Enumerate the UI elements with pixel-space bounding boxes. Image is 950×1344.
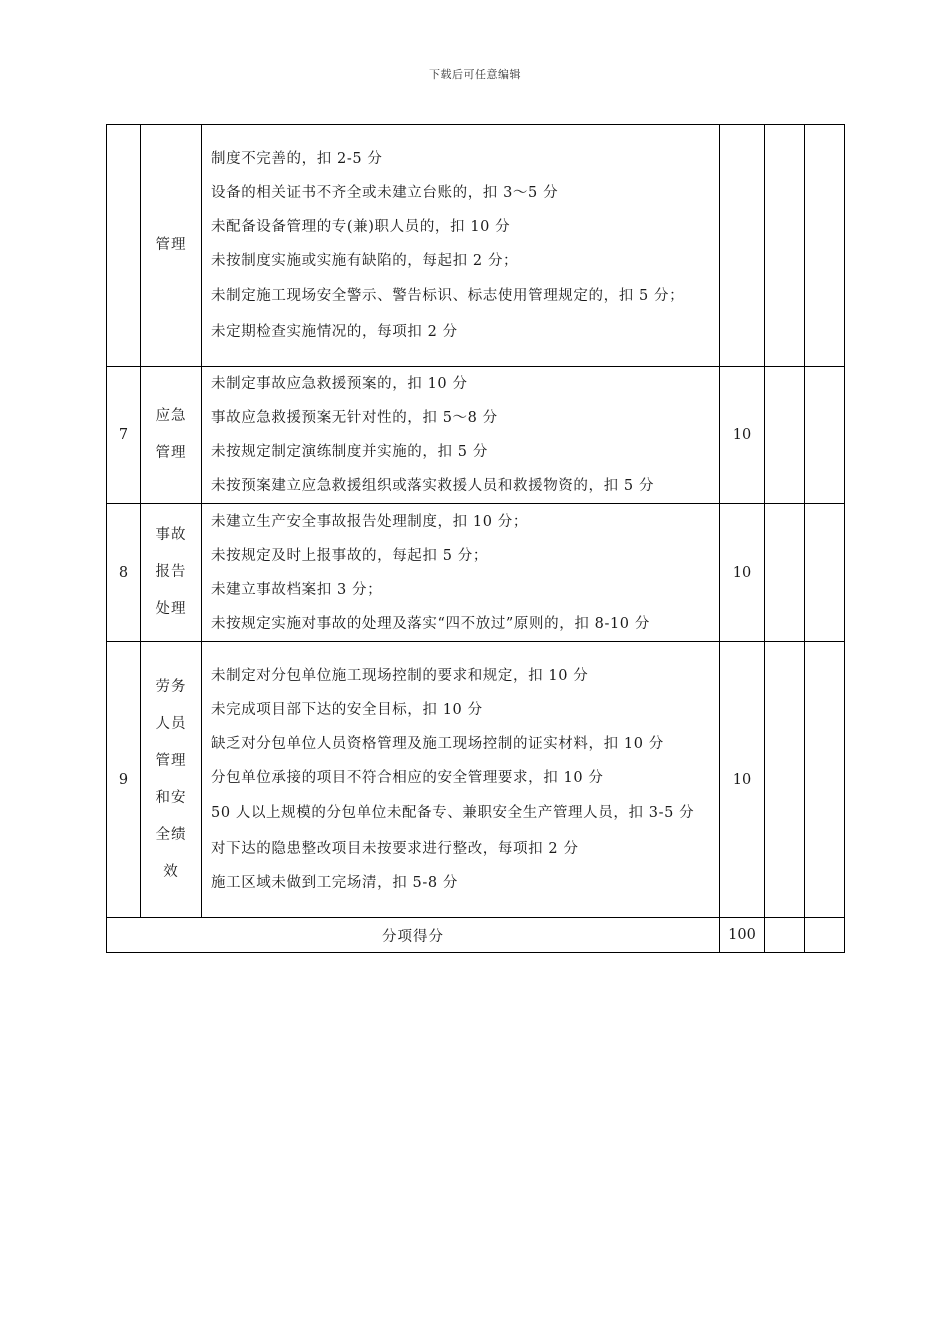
category-line: 报告 bbox=[155, 564, 187, 580]
category-line: 管理 bbox=[155, 237, 187, 253]
total-score: 100 bbox=[720, 918, 765, 953]
row-criteria bbox=[202, 125, 720, 367]
total-label: 分项得分 bbox=[107, 918, 720, 953]
table-row bbox=[107, 504, 845, 642]
table-row bbox=[107, 125, 845, 367]
criteria-item: 未制定施工现场安全警示、警告标识、标志使用管理规定的，扣 5 分； bbox=[211, 288, 685, 304]
row-criteria bbox=[202, 367, 720, 504]
row-number: 9 bbox=[107, 642, 141, 918]
criteria-item: 制度不完善的，扣 2-5 分 bbox=[211, 151, 383, 167]
row-category bbox=[141, 642, 202, 918]
criteria-item: 未制定对分包单位施工现场控制的要求和规定，扣 10 分 bbox=[211, 668, 589, 684]
category-line: 人员 bbox=[155, 715, 187, 732]
row-number: 7 bbox=[107, 367, 141, 504]
criteria-item: 未按预案建立应急救援组织或落实救援人员和救援物资的，扣 5 分 bbox=[211, 478, 655, 494]
deduction-cell bbox=[765, 125, 805, 367]
criteria-item: 设备的相关证书不齐全或未建立台账的，扣 3～5 分 bbox=[211, 185, 559, 201]
criteria-item: 50 人以上规模的分包单位未配备专、兼职安全生产管理人员，扣 3-5 分 bbox=[211, 805, 695, 821]
deduction-cell bbox=[765, 918, 805, 953]
criteria-item: 未按规定制定演练制度并实施的，扣 5 分 bbox=[211, 444, 488, 460]
criteria-item: 未完成项目部下达的安全目标，扣 10 分 bbox=[211, 702, 483, 718]
category-line: 处理 bbox=[155, 601, 187, 617]
total-row bbox=[107, 918, 845, 953]
table-row bbox=[107, 642, 845, 918]
deduction-cell bbox=[765, 367, 805, 504]
table-row bbox=[107, 367, 845, 504]
criteria-item: 未建立生产安全事故报告处理制度，扣 10 分； bbox=[211, 513, 528, 530]
header-note: 下载后可任意编辑 bbox=[429, 68, 521, 81]
deduction-cell bbox=[765, 504, 805, 642]
row-number: 8 bbox=[107, 504, 141, 642]
row-score: 10 bbox=[720, 504, 765, 642]
actual-score-cell bbox=[805, 367, 845, 504]
criteria-item: 缺乏对分包单位人员资格管理及施工现场控制的证实材料，扣 10 分 bbox=[211, 736, 664, 752]
row-score: 10 bbox=[720, 642, 765, 918]
category-line: 管理 bbox=[155, 445, 187, 461]
category-line: 管理 bbox=[155, 752, 187, 769]
criteria-item: 未制定事故应急救援预案的，扣 10 分 bbox=[211, 376, 468, 392]
actual-score-cell bbox=[805, 642, 845, 918]
row-category bbox=[141, 367, 202, 504]
row-category bbox=[141, 504, 202, 642]
criteria-item: 未建立事故档案扣 3 分； bbox=[211, 581, 383, 598]
criteria-item: 施工区域未做到工完场清，扣 5-8 分 bbox=[211, 875, 458, 891]
criteria-item: 事故应急救援预案无针对性的，扣 5～8 分 bbox=[211, 410, 498, 426]
row-criteria bbox=[202, 504, 720, 642]
row-criteria bbox=[202, 642, 720, 918]
category-line: 和安 bbox=[155, 789, 187, 806]
actual-score-cell bbox=[805, 504, 845, 642]
row-category bbox=[141, 125, 202, 367]
criteria-item: 未按规定实施对事故的处理及落实“四不放过”原则的，扣 8-10 分 bbox=[211, 615, 650, 632]
scoring-table bbox=[106, 124, 845, 953]
criteria-item: 未定期检查实施情况的，每项扣 2 分 bbox=[211, 324, 458, 340]
category-line: 应急 bbox=[155, 408, 187, 424]
deduction-cell bbox=[765, 642, 805, 918]
criteria-item: 未按规定及时上报事故的，每起扣 5 分； bbox=[211, 547, 488, 564]
row-score bbox=[720, 125, 765, 367]
row-score: 10 bbox=[720, 367, 765, 504]
actual-score-cell bbox=[805, 918, 845, 953]
category-line: 效 bbox=[163, 863, 179, 880]
criteria-item: 未按制度实施或实施有缺陷的，每起扣 2 分； bbox=[211, 253, 519, 269]
category-line: 劳务 bbox=[155, 678, 187, 695]
criteria-item: 对下达的隐患整改项目未按要求进行整改，每项扣 2 分 bbox=[211, 841, 579, 857]
actual-score-cell bbox=[805, 125, 845, 367]
criteria-item: 未配备设备管理的专(兼)职人员的，扣 10 分 bbox=[211, 219, 511, 235]
row-number bbox=[107, 125, 141, 367]
category-line: 事故 bbox=[155, 527, 187, 543]
category-line: 全绩 bbox=[155, 826, 187, 843]
criteria-item: 分包单位承接的项目不符合相应的安全管理要求，扣 10 分 bbox=[211, 770, 604, 786]
